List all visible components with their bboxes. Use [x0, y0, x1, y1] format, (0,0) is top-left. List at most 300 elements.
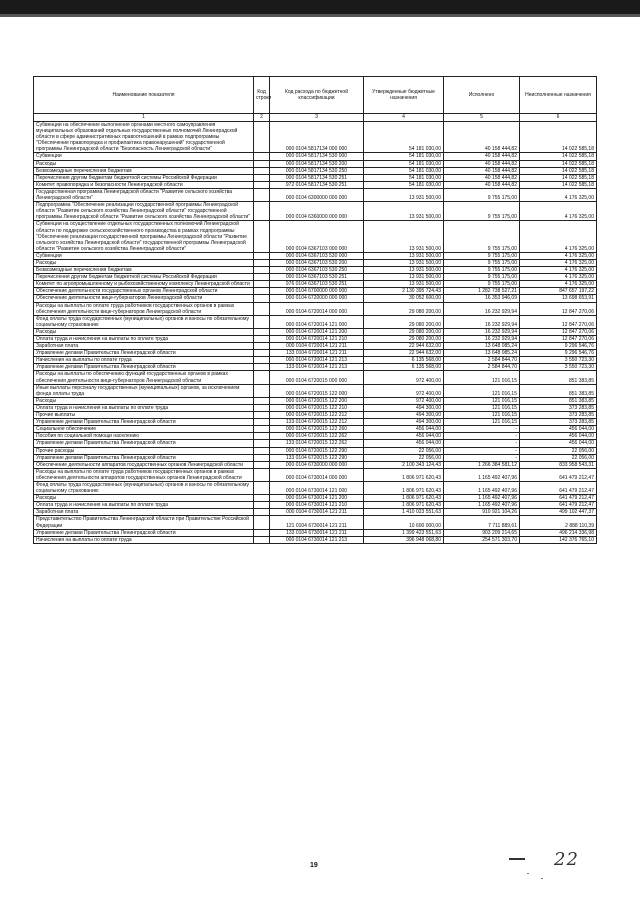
- row-approved: 29 080 200,00: [364, 336, 444, 343]
- table-row: [34, 516, 597, 529]
- table-row: [34, 315, 597, 328]
- row-line-code: [254, 153, 270, 160]
- row-approved: 13 931 500,00: [364, 281, 444, 288]
- row-line-code: [254, 481, 270, 494]
- row-executed: 1 165 492 407,96: [444, 502, 520, 509]
- row-executed: 9 755 175,00: [444, 252, 520, 259]
- row-approved: 13 931 500,00: [364, 259, 444, 266]
- row-name: Безвозмездные перечисления бюджетам: [34, 167, 254, 174]
- row-line-code: [254, 350, 270, 357]
- row-budget-code: 000 0104 5817134 530 200: [270, 160, 364, 167]
- row-executed: 16 353 946,09: [444, 295, 520, 302]
- scan-speck: [541, 878, 543, 879]
- row-name: Безвозмездные перечисления бюджетам: [34, 267, 254, 274]
- row-executed: 40 158 444,82: [444, 167, 520, 174]
- row-line-code: [254, 529, 270, 536]
- row-budget-code: 000 0104 6720014 121 000: [270, 315, 364, 328]
- row-name: Управление делами Правительства Ленинградской области: [34, 350, 254, 357]
- row-approved: 13 931 500,00: [364, 188, 444, 201]
- table-row: [34, 440, 597, 447]
- row-unexecuted: 499 102 447,37: [520, 509, 597, 516]
- table-row: [34, 397, 597, 404]
- table-body: [34, 122, 597, 544]
- row-budget-code: 000 0104 5817134 530 250: [270, 167, 364, 174]
- row-name: Фонд оплаты труда государственных (муниципальных) органов и взносы по обязательному социальному страхованию: [34, 315, 254, 328]
- row-unexecuted: 4 176 325,00: [520, 259, 597, 266]
- table-row: [34, 536, 597, 543]
- row-unexecuted: 373 283,85: [520, 404, 597, 411]
- table-row: [34, 384, 597, 397]
- row-unexecuted: 373 283,85: [520, 419, 597, 426]
- row-name: Фонд оплаты труда государственных (муниципальных) органов и взносы по обязательному социальному страхованию: [34, 481, 254, 494]
- row-name: Расходы на выплаты по оплате труда работников государственных органов в рамках обеспечения деятельности аппаратов государственных органов Ленинградской области: [34, 468, 254, 481]
- row-budget-code: 000 0104 6367103 530 250: [270, 267, 364, 274]
- row-approved: 22 944 632,00: [364, 343, 444, 350]
- table-row: [34, 160, 597, 167]
- row-approved: 54 181 030,00: [364, 181, 444, 188]
- row-line-code: [254, 267, 270, 274]
- row-budget-code: 000 0104 6720000 000 000: [270, 295, 364, 302]
- row-budget-code: 000 0104 5817134 530 000: [270, 153, 364, 160]
- row-executed: 40 158 444,82: [444, 160, 520, 167]
- row-approved: 6 135 568,00: [364, 357, 444, 364]
- row-executed: 40 158 444,82: [444, 153, 520, 160]
- row-name: Социальное обеспечение: [34, 426, 254, 433]
- row-line-code: [254, 426, 270, 433]
- row-budget-code: 000 0104 6730014 121 000: [270, 481, 364, 494]
- row-line-code: [254, 404, 270, 411]
- row-line-code: [254, 440, 270, 447]
- table-row: [34, 122, 597, 153]
- row-executed: 2 584 844,70: [444, 364, 520, 371]
- row-approved: 456 044,00: [364, 440, 444, 447]
- row-name: Расходы: [34, 495, 254, 502]
- table-row: [34, 529, 597, 536]
- scan-speck: [527, 873, 529, 874]
- row-unexecuted: 3 550 723,30: [520, 357, 597, 364]
- row-unexecuted: 456 044,00: [520, 426, 597, 433]
- col-number: 1: [34, 114, 254, 122]
- row-unexecuted: 14 022 585,18: [520, 167, 597, 174]
- row-name: Оплата труда и начисления на выплаты по оплате труда: [34, 336, 254, 343]
- row-line-code: [254, 328, 270, 335]
- row-line-code: [254, 371, 270, 384]
- table-row: [34, 167, 597, 174]
- row-budget-code: 000 0104 6720015 000 000: [270, 371, 364, 384]
- row-line-code: [254, 536, 270, 543]
- row-budget-code: 000 0104 6720015 122 290: [270, 447, 364, 454]
- row-line-code: [254, 357, 270, 364]
- row-line-code: [254, 122, 270, 153]
- row-executed: 903 209 214,65: [444, 529, 520, 536]
- budget-report-table: [33, 76, 597, 544]
- row-line-code: [254, 167, 270, 174]
- row-unexecuted: 12 847 270,06: [520, 315, 597, 328]
- handwritten-page-number: 22: [554, 849, 579, 870]
- row-approved: 1 806 971 620,43: [364, 468, 444, 481]
- scan-top-shadow: [0, 14, 640, 17]
- row-executed: 1 165 492 407,96: [444, 468, 520, 481]
- table-row: [34, 328, 597, 335]
- row-budget-code: 972 0104 5817134 530 251: [270, 181, 364, 188]
- table-row: [34, 371, 597, 384]
- row-approved: 1 806 971 620,43: [364, 495, 444, 502]
- row-unexecuted: 641 479 212,47: [520, 495, 597, 502]
- row-line-code: [254, 397, 270, 404]
- row-approved: 13 931 500,00: [364, 252, 444, 259]
- row-unexecuted: 851 383,85: [520, 371, 597, 384]
- row-line-code: [254, 419, 270, 426]
- row-name: Начисления на выплаты по оплате труда: [34, 536, 254, 543]
- row-name: Управление делами Правительства Ленинградской области: [34, 529, 254, 536]
- row-line-code: [254, 174, 270, 181]
- row-name: Субвенции: [34, 153, 254, 160]
- col-header-executed: Исполнено: [444, 77, 520, 114]
- col-header-line-code: Код строки: [254, 77, 270, 114]
- row-executed: 7 711 889,61: [444, 516, 520, 529]
- row-budget-code: 000 0104 6367103 530 251: [270, 274, 364, 281]
- table-row: [34, 252, 597, 259]
- row-budget-code: 000 0104 6700000 000 000: [270, 288, 364, 295]
- row-budget-code: 000 0104 6730014 121 211: [270, 509, 364, 516]
- row-approved: 30 052 600,00: [364, 295, 444, 302]
- row-budget-code: 000 0104 6367103 530 000: [270, 252, 364, 259]
- row-line-code: [254, 384, 270, 397]
- row-budget-code: 976 0104 6367103 530 251: [270, 281, 364, 288]
- row-budget-code: 000 0104 6720015 122 262: [270, 433, 364, 440]
- row-budget-code: 000 0104 6300000 000 000: [270, 188, 364, 201]
- table-row: [34, 481, 597, 494]
- row-executed: 121 016,15: [444, 397, 520, 404]
- row-name: Комитет правопорядка и безопасности Ленинградской области: [34, 181, 254, 188]
- row-executed: 16 232 929,94: [444, 336, 520, 343]
- col-number: 2: [254, 114, 270, 122]
- row-line-code: [254, 221, 270, 252]
- row-name: Обеспечение деятельности государственных органов Ленинградской области: [34, 288, 254, 295]
- row-unexecuted: 4 176 325,00: [520, 252, 597, 259]
- col-number: 4: [364, 114, 444, 122]
- row-name: Управление делами Правительства Ленинградской области: [34, 440, 254, 447]
- row-unexecuted: 4 176 325,00: [520, 281, 597, 288]
- table-row: [34, 221, 597, 252]
- row-unexecuted: 22 056,00: [520, 447, 597, 454]
- row-budget-code: 000 0104 6720014 121 211: [270, 343, 364, 350]
- row-unexecuted: 14 022 585,18: [520, 174, 597, 181]
- row-name: Субвенции: [34, 252, 254, 259]
- row-unexecuted: 12 847 270,06: [520, 336, 597, 343]
- row-unexecuted: 4 176 325,00: [520, 202, 597, 221]
- row-approved: 29 080 200,00: [364, 315, 444, 328]
- row-executed: 910 921 104,26: [444, 509, 520, 516]
- scan-top-border: [0, 0, 640, 14]
- table-row: [34, 357, 597, 364]
- row-unexecuted: 833 958 543,31: [520, 461, 597, 468]
- row-executed: -: [444, 433, 520, 440]
- row-approved: 1 399 423 551,63: [364, 529, 444, 536]
- row-line-code: [254, 433, 270, 440]
- row-approved: 972 400,00: [364, 371, 444, 384]
- row-unexecuted: 851 383,85: [520, 397, 597, 404]
- row-line-code: [254, 468, 270, 481]
- table-row: [34, 447, 597, 454]
- row-executed: 1 266 384 581,12: [444, 461, 520, 468]
- row-budget-code: 000 0104 6720015 122 000: [270, 384, 364, 397]
- row-name: Перечисления другим бюджетам бюджетной системы Российской Федерации: [34, 274, 254, 281]
- row-name: Оплата труда и начисления на выплаты по оплате труда: [34, 404, 254, 411]
- row-name: Прочие расходы: [34, 447, 254, 454]
- row-executed: -: [444, 426, 520, 433]
- row-budget-code: 000 0104 6730014 121 210: [270, 502, 364, 509]
- row-line-code: [254, 461, 270, 468]
- row-approved: 29 080 200,00: [364, 328, 444, 335]
- row-unexecuted: 373 283,85: [520, 412, 597, 419]
- row-line-code: [254, 202, 270, 221]
- row-line-code: [254, 160, 270, 167]
- row-executed: 9 755 175,00: [444, 188, 520, 201]
- row-name: Иные выплаты персоналу государственных (муниципальных) органов, за исключением фонда оплаты труда: [34, 384, 254, 397]
- row-executed: -: [444, 447, 520, 454]
- table-row: [34, 188, 597, 201]
- col-header-budget-code: Код расхода по бюджетной классификации: [270, 77, 364, 114]
- row-unexecuted: 851 383,85: [520, 384, 597, 397]
- row-unexecuted: 14 022 585,18: [520, 122, 597, 153]
- row-budget-code: 000 0104 6720014 121 210: [270, 336, 364, 343]
- row-name: Прочие выплаты: [34, 412, 254, 419]
- row-executed: 9 755 175,00: [444, 202, 520, 221]
- row-budget-code: 133 0104 6720015 122 212: [270, 419, 364, 426]
- row-executed: 1 165 492 407,96: [444, 495, 520, 502]
- table-row: [34, 153, 597, 160]
- table-row: [34, 302, 597, 315]
- row-line-code: [254, 509, 270, 516]
- row-executed: 40 158 444,82: [444, 181, 520, 188]
- row-budget-code: 000 0104 6367103 000 000: [270, 221, 364, 252]
- table-row: [34, 267, 597, 274]
- row-approved: 54 181 030,00: [364, 167, 444, 174]
- row-executed: 254 571 303,70: [444, 536, 520, 543]
- row-line-code: [254, 364, 270, 371]
- table-row: [34, 181, 597, 188]
- row-name: Обеспечение деятельности вице-губернаторов Ленинградской области: [34, 295, 254, 302]
- row-approved: 494 300,00: [364, 412, 444, 419]
- table-row: [34, 509, 597, 516]
- table-row: [34, 343, 597, 350]
- row-unexecuted: 3 550 723,30: [520, 364, 597, 371]
- row-approved: 972 400,00: [364, 384, 444, 397]
- row-name: Управление делами Правительства Ленинградской области: [34, 454, 254, 461]
- row-name: Расходы на выплаты по обеспечению функций государственных органов в рамках обеспечения деятельности вице-губернаторов Ленинградской области: [34, 371, 254, 384]
- row-line-code: [254, 516, 270, 529]
- row-executed: 121 016,15: [444, 384, 520, 397]
- table-row: [34, 502, 597, 509]
- row-name: Комитет по агропромышленному и рыбохозяйственному комплексу Ленинградской области: [34, 281, 254, 288]
- row-unexecuted: 4 176 325,00: [520, 188, 597, 201]
- row-budget-code: 000 0104 6730014 000 000: [270, 468, 364, 481]
- row-approved: 54 181 030,00: [364, 174, 444, 181]
- table-row: [34, 364, 597, 371]
- row-line-code: [254, 343, 270, 350]
- row-name: Обеспечение деятельности аппаратов государственных органов Ленинградской области: [34, 461, 254, 468]
- row-unexecuted: 847 657 197,22: [520, 288, 597, 295]
- table-row: [34, 454, 597, 461]
- table-row: [34, 433, 597, 440]
- row-executed: -: [444, 440, 520, 447]
- row-name: Представительство Правительства Ленинградской области при Правительстве Российской Федерации: [34, 516, 254, 529]
- table-row: [34, 281, 597, 288]
- row-unexecuted: 496 214 336,98: [520, 529, 597, 536]
- row-executed: 40 158 444,82: [444, 174, 520, 181]
- row-line-code: [254, 295, 270, 302]
- row-budget-code: 000 0104 6720015 122 212: [270, 412, 364, 419]
- row-executed: 121 016,15: [444, 371, 520, 384]
- table-row: [34, 461, 597, 468]
- row-name: Начисления на выплаты по оплате труда: [34, 357, 254, 364]
- row-budget-code: 000 0104 5817134 000 000: [270, 122, 364, 153]
- row-budget-code: 133 0104 6730014 121 211: [270, 529, 364, 536]
- row-unexecuted: 14 022 585,18: [520, 153, 597, 160]
- row-executed: 121 016,15: [444, 419, 520, 426]
- row-line-code: [254, 315, 270, 328]
- row-line-code: [254, 495, 270, 502]
- table-row: [34, 288, 597, 295]
- row-unexecuted: 641 479 212,47: [520, 502, 597, 509]
- row-approved: 456 044,00: [364, 426, 444, 433]
- row-approved: 494 300,00: [364, 419, 444, 426]
- row-executed: 9 755 175,00: [444, 221, 520, 252]
- row-budget-code: 000 0104 6730000 000 000: [270, 461, 364, 468]
- row-unexecuted: 14 022 585,18: [520, 181, 597, 188]
- table-row: [34, 336, 597, 343]
- row-line-code: [254, 336, 270, 343]
- row-unexecuted: 9 296 546,76: [520, 350, 597, 357]
- row-approved: 54 181 030,00: [364, 160, 444, 167]
- row-executed: 121 016,15: [444, 412, 520, 419]
- row-executed: 13 648 085,24: [444, 343, 520, 350]
- row-executed: 9 755 175,00: [444, 281, 520, 288]
- row-unexecuted: 456 044,00: [520, 433, 597, 440]
- row-approved: 1 410 023 551,63: [364, 509, 444, 516]
- row-name: Пособия по социальной помощи населению: [34, 433, 254, 440]
- row-approved: 22 944 632,00: [364, 350, 444, 357]
- row-name: Заработная плата: [34, 509, 254, 516]
- row-executed: 40 158 444,82: [444, 122, 520, 153]
- table-row: [34, 174, 597, 181]
- table-row: [34, 426, 597, 433]
- table-row: [34, 404, 597, 411]
- row-executed: 9 755 175,00: [444, 267, 520, 274]
- row-unexecuted: 4 176 325,00: [520, 267, 597, 274]
- row-executed: 2 584 844,70: [444, 357, 520, 364]
- row-budget-code: 000 0104 6720014 121 200: [270, 328, 364, 335]
- row-line-code: [254, 454, 270, 461]
- row-unexecuted: 13 698 653,91: [520, 295, 597, 302]
- row-executed: 16 232 929,94: [444, 315, 520, 328]
- table-row: [34, 412, 597, 419]
- row-name: Подпрограмма "Обеспечение реализации государственной программы Ленинградской области "Развитие сельского хозяйства Ленинградской области" государственной программы Ленинградской области "Развитие сельского хозяйства Ленинградской области": [34, 202, 254, 221]
- row-approved: 13 931 500,00: [364, 221, 444, 252]
- row-budget-code: 121 0104 6730014 121 211: [270, 516, 364, 529]
- col-number: 3: [270, 114, 364, 122]
- row-line-code: [254, 502, 270, 509]
- row-unexecuted: 12 847 270,06: [520, 328, 597, 335]
- row-budget-code: 000 0104 5817134 530 251: [270, 174, 364, 181]
- row-line-code: [254, 252, 270, 259]
- row-budget-code: 000 0104 6730014 121 213: [270, 536, 364, 543]
- row-approved: 10 600 000,00: [364, 516, 444, 529]
- handwritten-dash: [509, 858, 525, 860]
- table-row: [34, 495, 597, 502]
- row-approved: 54 181 030,00: [364, 153, 444, 160]
- row-approved: 1 806 971 620,43: [364, 502, 444, 509]
- row-approved: 1 806 971 620,43: [364, 481, 444, 494]
- row-executed: 16 232 929,94: [444, 328, 520, 335]
- table-row: [34, 419, 597, 426]
- row-name: Государственная программа Ленинградской области "Развитие сельского хозяйства Ленинградской области": [34, 188, 254, 201]
- row-approved: 456 044,00: [364, 433, 444, 440]
- row-name: Управление делами Правительства Ленинградской области: [34, 419, 254, 426]
- row-budget-code: 000 0104 6730014 121 200: [270, 495, 364, 502]
- table-row: [34, 350, 597, 357]
- row-budget-code: 000 0104 6720014 000 000: [270, 302, 364, 315]
- row-unexecuted: 4 176 325,00: [520, 274, 597, 281]
- row-unexecuted: 4 176 325,00: [520, 221, 597, 252]
- row-name: Расходы: [34, 397, 254, 404]
- row-line-code: [254, 447, 270, 454]
- row-budget-code: 000 0104 6720014 121 213: [270, 357, 364, 364]
- row-executed: 121 016,15: [444, 404, 520, 411]
- row-name: Перечисления другим бюджетам бюджетной системы Российской Федерации: [34, 174, 254, 181]
- row-executed: 1 165 492 407,96: [444, 481, 520, 494]
- col-header-unexecuted: Неисполненные назначения: [520, 77, 597, 114]
- row-approved: 2 130 395 724,43: [364, 288, 444, 295]
- row-line-code: [254, 412, 270, 419]
- row-name: Субвенции на осуществление отдельных государственных полномочий Ленинградской области по поддержке сельскохозяйственного производства в рамках подпрограммы "Обеспечение реализации государственной программы Ленинградской области "Развитие сельского хозяйства Ленинградской области" государственной программы Ленинградской области "Развитие сельского хозяйства Ленинградской области": [34, 221, 254, 252]
- row-unexecuted: 142 376 765,10: [520, 536, 597, 543]
- row-approved: 396 948 068,80: [364, 536, 444, 543]
- row-unexecuted: 9 296 546,76: [520, 343, 597, 350]
- col-number: 6: [520, 114, 597, 122]
- row-line-code: [254, 288, 270, 295]
- row-budget-code: 133 0104 6720015 122 262: [270, 440, 364, 447]
- table-row: [34, 295, 597, 302]
- row-approved: 22 056,00: [364, 454, 444, 461]
- row-approved: 22 056,00: [364, 447, 444, 454]
- col-number: 5: [444, 114, 520, 122]
- row-line-code: [254, 188, 270, 201]
- row-unexecuted: 456 044,00: [520, 440, 597, 447]
- row-name: Заработная плата: [34, 343, 254, 350]
- row-unexecuted: 2 888 110,39: [520, 516, 597, 529]
- row-unexecuted: 14 022 585,18: [520, 160, 597, 167]
- row-line-code: [254, 181, 270, 188]
- row-budget-code: 000 0104 6360000 000 000: [270, 202, 364, 221]
- column-number-row: [34, 114, 597, 122]
- table-row: [34, 202, 597, 221]
- row-approved: 494 300,00: [364, 404, 444, 411]
- row-budget-code: 133 0104 6720014 121 213: [270, 364, 364, 371]
- row-unexecuted: 641 479 212,47: [520, 468, 597, 481]
- table-row: [34, 468, 597, 481]
- row-unexecuted: 641 479 212,47: [520, 481, 597, 494]
- row-line-code: [254, 259, 270, 266]
- row-name: Расходы: [34, 259, 254, 266]
- row-budget-code: 000 0104 6367103 530 200: [270, 259, 364, 266]
- row-name: Расходы: [34, 160, 254, 167]
- row-executed: 1 282 738 527,21: [444, 288, 520, 295]
- row-approved: 2 100 343 124,43: [364, 461, 444, 468]
- row-approved: 6 135 568,00: [364, 364, 444, 371]
- row-name: Субвенции на обеспечение выполнения органами местного самоуправления муниципальных образований отдельных государственных полномочий Ленинградской области в сфере административных правоотношений в рамках подпрограммы "Обеспечение правопорядка и профилактика правонарушений" государственной программы Ленинградской области "Безопасность Ленинградской области": [34, 122, 254, 153]
